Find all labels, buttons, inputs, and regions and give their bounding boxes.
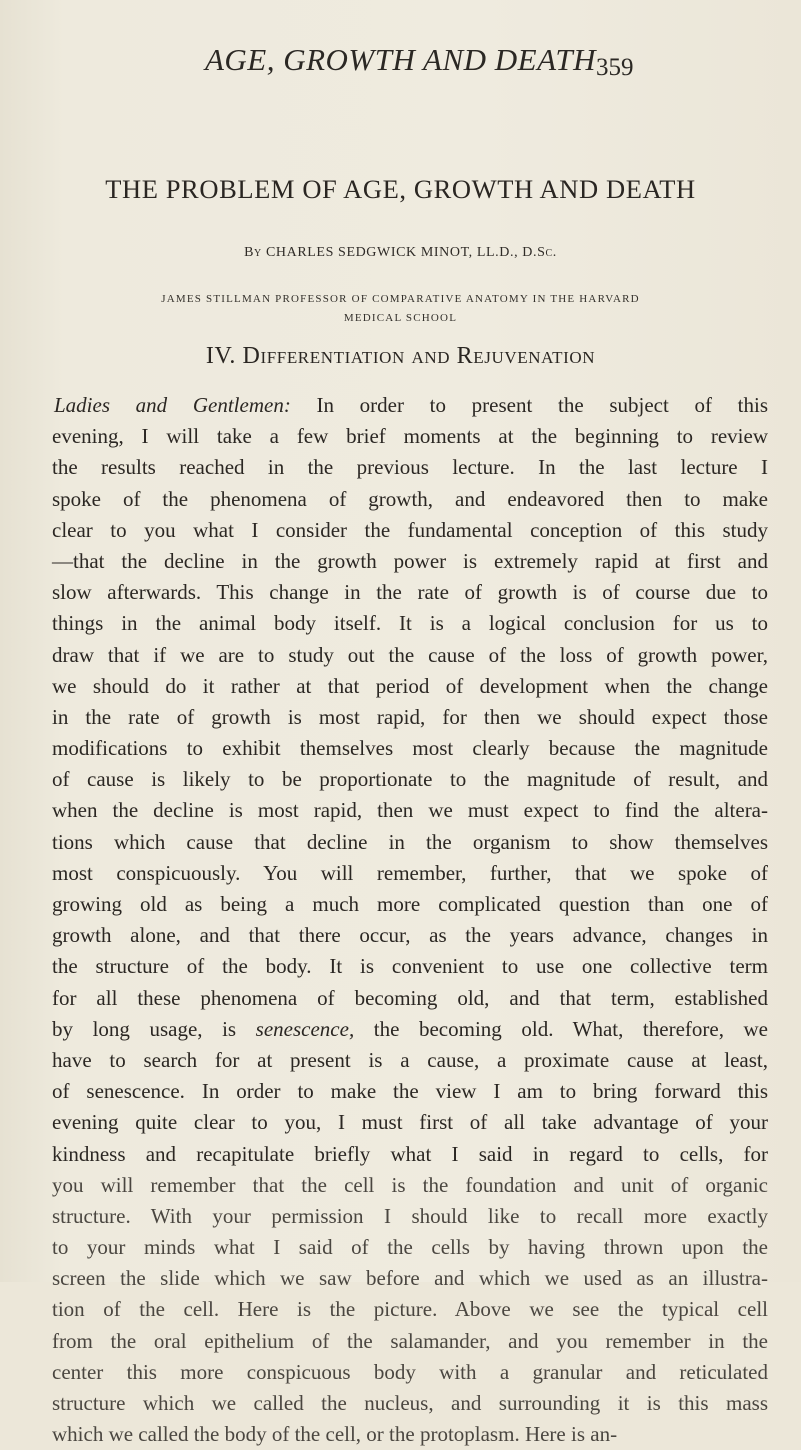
text-line: of cause is likely to be proportionate to the magnitude of result, and (52, 767, 768, 792)
text-line: —that the decline in the growth power is extremely rapid at first and (52, 548, 768, 573)
text-line: tion of the cell. Here is the picture. Above we see the typical cell (52, 1297, 768, 1322)
text-line: of senescence. In order to make the view I am to bring forward this (52, 1079, 768, 1104)
author-affiliation (0, 290, 801, 328)
text-line: modifications to exhibit themselves most clearly because the magnitude (52, 736, 768, 761)
text-line: tions which cause that decline in the organism to show themselves (52, 829, 768, 854)
text-line: have to search for at present is a cause, a proximate cause at least, (52, 1047, 768, 1072)
section-heading: IV. Differentiation and Rejuvenation (205, 343, 596, 369)
text-line: screen the slide which we saw before and which we used as an illustra- (52, 1266, 768, 1291)
text-line: in the rate of growth is most rapid, for then we should expect those (52, 704, 768, 729)
text-line: from the oral epithelium of the salamander, and you remember in the (52, 1328, 768, 1353)
text-line: draw that if we are to study out the cause of the loss of growth power, (52, 642, 768, 667)
text-line-content: the becoming old. What, therefore, we (354, 1016, 768, 1041)
author-byline: By CHARLES SEDGWICK MINOT, LL.D., D.Sc. (244, 245, 557, 260)
text-line: the structure of the body. It is convenient to use one collective term (52, 954, 768, 979)
salutation: Ladies and Gentlemen: (54, 393, 291, 417)
text-line: slow afterwards. This change in the rate of growth is of course due to (52, 580, 768, 605)
text-line (52, 390, 768, 421)
text-line: center this more conspicuous body with a granular and reticulated (52, 1359, 768, 1384)
text-line: the results reached in the previous lecture. In the last lecture I (52, 455, 768, 480)
affiliation-line: MEDICAL SCHOOL (343, 312, 458, 324)
text-line: evening quite clear to you, I must first of all take advantage of your (52, 1110, 768, 1135)
text-line-content: by long usage, is (52, 1016, 256, 1041)
text-line (52, 1014, 768, 1045)
text-line: spoke of the phenomena of growth, and endeavored then to make (52, 486, 768, 511)
text-line: growth alone, and that there occur, as the years advance, changes in (52, 923, 768, 948)
body-paragraph (52, 390, 768, 1450)
text-line: things in the animal body itself. It is a logical conclusion for us to (52, 611, 768, 636)
text-line: evening, I will take a few brief moments at the beginning to review (52, 424, 768, 449)
text-line: which we called the body of the cell, or the protoplasm. Here is an- (52, 1422, 618, 1447)
text-line: to your minds what I said of the cells by having thrown upon the (52, 1235, 768, 1260)
text-line: when the decline is most rapid, then we must expect to find the altera- (52, 798, 768, 823)
text-line: for all these phenomena of becoming old, and that term, established (52, 985, 768, 1010)
text-line: you will remember that the cell is the foundation and unit of organic (52, 1172, 768, 1197)
running-head-title: AGE, GROWTH AND DEATH (204, 42, 597, 77)
text-line: clear to you what I consider the fundamental conception of this study (52, 517, 768, 542)
text-line: kindness and recapitulate briefly what I said in regard to cells, for (52, 1141, 768, 1166)
italic-term: senescence, (255, 1016, 355, 1041)
text-line: growing old as being a much more complicated question than one of (52, 892, 768, 916)
text-line-content: In order to present the subject of this (290, 393, 769, 417)
article-title: THE PROBLEM OF AGE, GROWTH AND DEATH (105, 174, 696, 204)
text-line: we should do it rather at that period of development when the change (52, 673, 768, 698)
text-line: structure. With your permission I should like to recall more exactly (52, 1203, 768, 1228)
affiliation-line: JAMES STILLMAN PROFESSOR OF COMPARATIVE ANATOMY IN THE HARVARD (161, 293, 640, 305)
text-line: structure which we called the nucleus, and surrounding it is this mass (52, 1391, 768, 1415)
running-head (0, 42, 801, 82)
page-number: 359 (596, 54, 634, 81)
text-line: most conspicuously. You will remember, further, that we spoke of (52, 860, 768, 885)
